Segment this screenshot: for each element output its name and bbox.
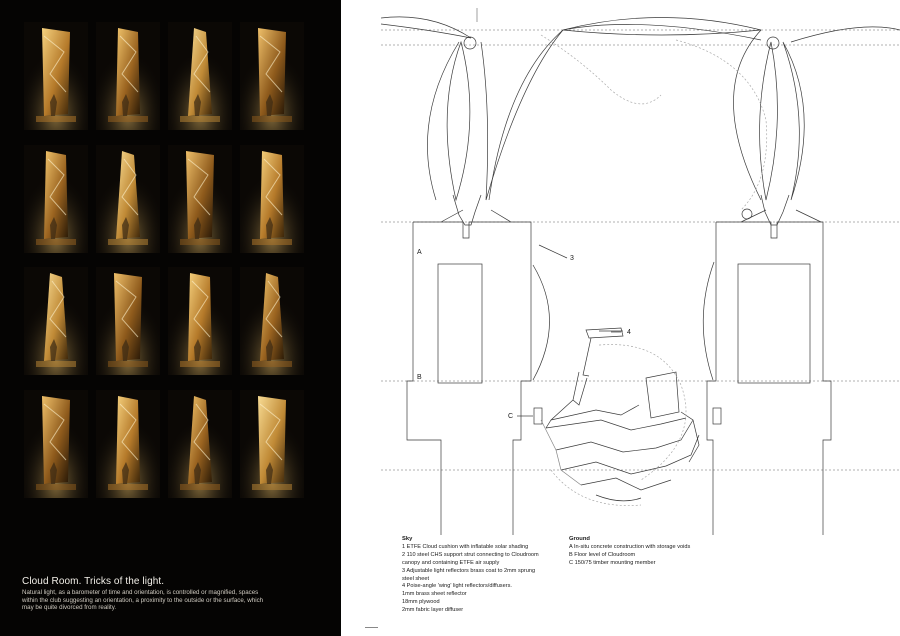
model-photo	[240, 267, 304, 375]
callout-label: 4	[627, 329, 631, 336]
timber-member	[534, 408, 542, 424]
wing-reflector	[581, 478, 671, 490]
model-photo	[24, 390, 88, 498]
model-photo	[24, 267, 88, 375]
section-drawing-panel	[341, 0, 900, 636]
wing-reflector	[681, 412, 699, 462]
timber-member	[713, 408, 721, 424]
wing-reflector	[583, 338, 591, 376]
concrete-wall-left	[413, 222, 531, 535]
callout-label: 3	[570, 255, 574, 262]
model-photo	[24, 22, 88, 130]
level-label: C	[508, 413, 514, 420]
wing-reflector	[586, 328, 623, 338]
model-photo	[24, 145, 88, 253]
cloud-cushion	[760, 42, 778, 200]
note-line: 3 Adjustable light reflectors brass coat to 2mm sprung	[402, 567, 536, 574]
description-line: Natural light, as a barometer of time and orientation, is controlled or magnified, spaces	[22, 589, 259, 596]
note-line: 1 ETFE Cloud cushion with inflatable solar shading	[402, 543, 529, 550]
concrete-wall-left	[407, 222, 441, 535]
note-line: 4 Poise-angle 'wing' light reflectors/diffusers.	[402, 583, 512, 590]
cloud-cushion-edge	[791, 27, 900, 42]
cloud-cushion-edge	[427, 42, 459, 200]
light-reflector-3	[703, 262, 714, 380]
level-label: B	[417, 374, 422, 381]
photo-panel	[0, 0, 341, 636]
wing-reflector-arm	[541, 420, 581, 485]
cloud-cushion-edge	[489, 24, 761, 200]
note-line: C 150/75 timber mounting member	[569, 559, 656, 566]
note-line: 2 110 steel CHS support strut connecting to Cloudroom	[402, 551, 539, 558]
construction-arc	[599, 345, 686, 481]
wing-reflector	[556, 420, 693, 452]
wing-reflector	[596, 495, 641, 501]
concrete-wall-right	[716, 222, 831, 535]
note-line: 2mm fabric layer diffuser	[402, 607, 464, 614]
leader-line	[539, 245, 567, 258]
cloud-cushion-edge	[734, 30, 762, 200]
cloud-cushion	[447, 42, 470, 200]
light-reflector-3	[533, 265, 550, 380]
strut-detail	[441, 210, 511, 222]
panel-title: Cloud Room. Tricks of the light.	[22, 576, 165, 587]
ground-notes	[569, 536, 729, 568]
model-photo	[96, 145, 160, 253]
model-photo	[168, 145, 232, 253]
support-strut-end	[767, 37, 779, 49]
panel-description	[22, 589, 322, 612]
construction-arc	[676, 40, 767, 210]
model-photo	[96, 22, 160, 130]
wing-reflector	[573, 372, 587, 405]
model-photo	[96, 267, 160, 375]
note-line: B Floor level of Cloudroom	[569, 551, 636, 558]
model-photo	[240, 145, 304, 253]
model-photo	[240, 22, 304, 130]
construction-arc	[551, 470, 641, 506]
sky-notes	[402, 536, 567, 615]
wing-reflector	[546, 400, 573, 428]
storage-void-left	[438, 264, 482, 383]
page-mark	[365, 627, 378, 628]
note-line: canopy and containing ETFE air supply	[402, 559, 500, 566]
model-photo	[168, 390, 232, 498]
model-photo	[168, 22, 232, 130]
wing-reflector	[546, 418, 686, 430]
note-line: 1mm brass sheet reflector	[402, 591, 467, 598]
storage-void-right	[738, 264, 810, 383]
note-line: A In-situ concrete construction with storage voids	[569, 543, 691, 550]
cloud-cushion	[381, 17, 471, 38]
note-line: 18mm plywood	[402, 599, 440, 606]
cloud-cushion	[563, 18, 761, 36]
model-photo	[240, 390, 304, 498]
sky-heading: Sky	[402, 536, 413, 542]
strut-connection	[453, 195, 481, 225]
model-photo	[96, 390, 160, 498]
description-line: within the club suggesting an orientation, a proximity to the outside or the surface, which	[22, 596, 264, 604]
ground-heading: Ground	[569, 536, 590, 542]
note-line: steel sheet	[402, 575, 430, 582]
support-strut-end	[464, 37, 476, 49]
cloud-cushion	[783, 42, 804, 200]
wing-reflector	[551, 405, 639, 420]
wing-reflector-panel	[646, 372, 679, 418]
level-label: A	[417, 249, 422, 256]
description-line: may be quite divorced from reality.	[22, 604, 117, 612]
model-photo	[168, 267, 232, 375]
